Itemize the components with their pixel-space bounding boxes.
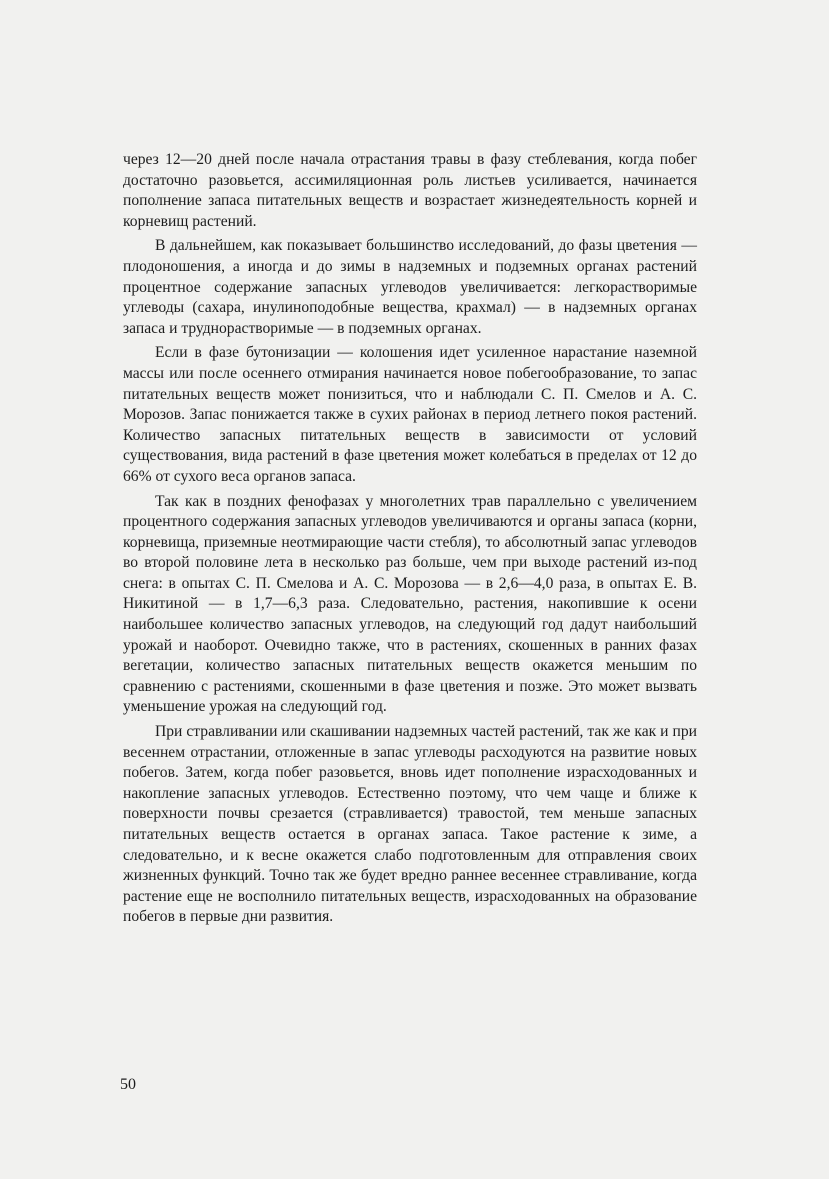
body-text <box>123 150 697 932</box>
paragraph-2: В дальнейшем, как показывает большинство исследований, до фазы цветения — плодоношения, а иногда и до зимы в надземных и подземных органах растений процентное содержание запасных углеводов увеличивается: легкорастворимые углеводы (сахара, инулиноподобные вещества, крахмал) — в надземных органах запаса и труднорастворимые — в подземных органах. <box>123 237 697 337</box>
paragraph-1: через 12—20 дней после начала отрастания травы в фазу стеблевания, когда побег достаточно разовьется, ассимиляционная роль листьев усиливается, начинается пополнение запаса питательных веществ и возрастает жизнедеятельность корней и корневищ растений. <box>123 151 697 230</box>
page-number: 50 <box>120 1076 136 1093</box>
paragraph-4: Так как в поздних фенофазах у многолетних трав параллельно с увеличением процентного содержания запасных углеводов увеличиваются и органы запаса (корни, корневища, приземные неотмирающие части стебля), то абсолютный запас углеводов во второй половине лета в несколько раз больше, чем при выходе растений из-под снега: в опытах С. П. Смелова и А. С. Морозова — в 2,6—4,0 раза, в опытах Е. В. Никитиной — в 1,7—6,3 раза. Следовательно, растения, накопившие к осени наибольшее количество запасных углеводов, на следующий год дадут наибольший урожай и наоборот. Очевидно также, что в растениях, скошенных в ранних фазах вегетации, количество запасных питательных веществ окажется меньшим по сравнению с растениями, скошенными в фазе цветения и позже. Это может вызвать уменьшение урожая на следующий год. <box>123 492 697 716</box>
paragraph-3: Если в фазе бутонизации — колошения идет усиленное нарастание наземной массы или после осеннего отмирания начинается новое побегообразование, то запас питательных веществ может понизиться, что и наблюдали С. П. Смелов и А. С. Морозов. Запас понижается также в сухих районах в период летнего покоя растений. Количество запасных питательных веществ в зависимости от условий существования, вида растений в фазе цветения может колебаться в пределах от 12 до 66% от сухого веса органов запаса. <box>123 344 697 485</box>
paragraph-5: При стравливании или скашивании надземных частей растений, так же как и при весеннем отрастании, отложенные в запас углеводы расходуются на развитие новых побегов. Затем, когда побег разовьется, вновь идет пополнение израсходованных и накопление запасных углеводов. Естественно поэтому, что чем чаще и ближе к поверхности почвы срезается (стравливается) травостой, тем меньше запасных питательных веществ остается в органах запаса. Такое растение к зиме, а следовательно, и к весне окажется слабо подготовленным для отправления своих жизненных функций. Точно так же будет вредно раннее весеннее стравливание, когда растение еще не восполнило питательных веществ, израсходованных на образование побегов в первые дни развития. <box>123 723 697 926</box>
